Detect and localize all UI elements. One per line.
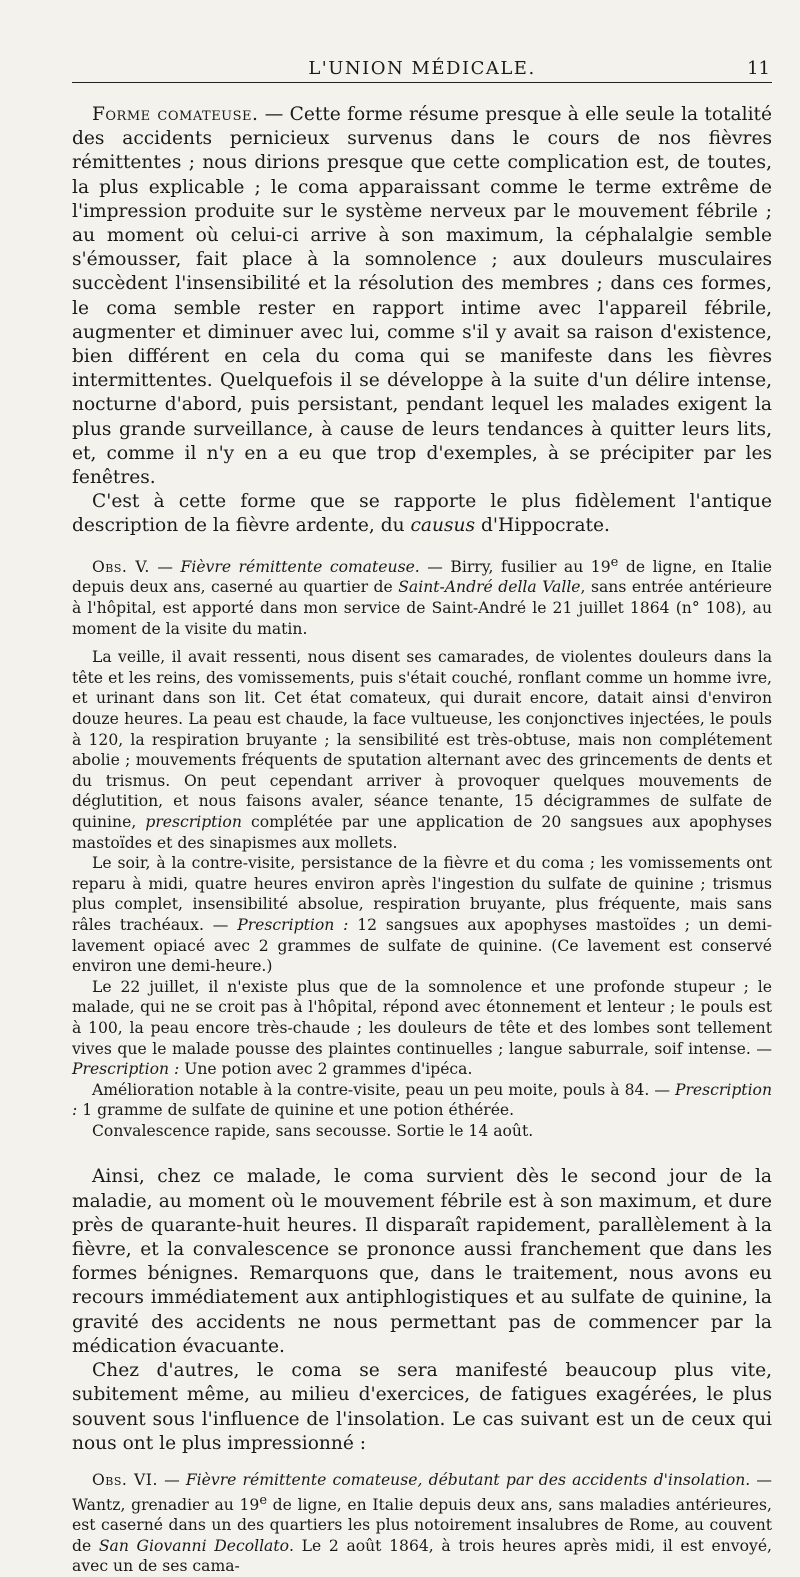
text-run: . Le 2 août 1864, à trois heures après midi, il est envoyé, avec un de ses cama- — [72, 1536, 773, 1576]
observation-5-paragraph-5 — [72, 1080, 772, 1121]
observation-6-heading — [72, 1470, 772, 1577]
paragraph-text: — Cette forme résume presque à elle seule la totalité des accidents pernicieux survenus dans le cours de nos fièvres rémittentes ; nous dirions presque que cette complication est, de toutes, la plus explicable ; le coma apparaissant comme le terme extrême de l'impression produite sur le système nerveux par le mouvement fébrile ; au moment où celui-ci arrive à son maximum, la céphalalgie semble s'émousser, fait place à la somnolence ; aux douleurs musculaires succèdent l'insensibilité et la résolution des membres ; dans ces formes, le coma semble rester en rapport intime avec l'appareil fébrile, augmenter et diminuer avec lui, comme s'il y avait sa raison d'existence, bien différent en cela du coma qui se manifeste dans les fièvres intermittentes. Quelquefois il se développe à la suite d'un délire intense, nocturne d'abord, puis persistant, pendant lequel les malades exigent la plus grande surveillance, à cause de leurs tendances à quitter leurs lits, et, comme il n'y en a eu que trop d'exemples, à se précipiter par les fenêtres. — [72, 104, 772, 489]
text-run: — Wantz, grenadier au 19 — [72, 1470, 772, 1514]
italic-term: Prescription : — [72, 1060, 180, 1079]
text-run: Le soir, à la contre-visite, persistance de la fièvre et du coma ; les vomissements ont reparu à midi, quatre heures environ après l'ingestion du sulfate de quinine ; trismus plus complet, insensibilité absolue, respiration bruyante, plus fréquente, mais sans râles trachéaux. — — [72, 854, 772, 934]
observation-5-paragraph-2 — [72, 647, 772, 853]
place-name: Saint-André della Valle — [398, 578, 581, 597]
observation-5-heading — [72, 553, 772, 640]
text-run: — — [149, 557, 181, 576]
observation-title: Fièvre rémittente comateuse. — [180, 557, 420, 576]
paragraph-fievre-ardente — [72, 490, 772, 538]
superscript: e — [610, 554, 619, 570]
text-run: complétée par une application de 20 sangsues aux apophyses mastoïdes et des sinapismes aux mollets. — [72, 812, 772, 852]
text-run: 12 sangsues aux apophyses mastoïdes ; un demi-lavement opiacé avec 2 grammes de sulfate de quinine. (Ce lavement est conservé environ une demi-heure.) — [72, 915, 772, 976]
text-run: — — [157, 1470, 186, 1489]
observation-5-paragraph-6: Convalescence rapide, sans secousse. Sortie le 14 août. — [92, 1121, 534, 1140]
section-label: Forme comateuse. — [92, 104, 259, 125]
superscript: e — [259, 1492, 268, 1508]
text-run: , sans entrée antérieure à l'hôpital, est apporté dans mon service de Saint-André le 21 juillet 1864 (n° 108), au moment de la visite du matin. — [72, 578, 772, 638]
observation-title: Fièvre rémittente comateuse, débutant par des accidents d'insolation. — [185, 1470, 751, 1489]
italic-term: Prescription : — [237, 915, 349, 934]
italic-term: causus — [410, 515, 476, 537]
text-run: de ligne, en Italie depuis deux ans, caserné au quartier de — [72, 557, 773, 597]
text-run: d'Hippocrate. — [475, 515, 610, 537]
paragraph-chez-autres: Chez d'autres, le coma se sera manifesté beaucoup plus vite, subitement même, au milieu d'exercices, de fatigues exagérées, le plus souvent sous l'influence de l'insolation. Le cas suivant est un de ceux qui nous ont le plus impressionné : — [72, 1360, 772, 1454]
observation-label: Obs. VI. — [92, 1470, 158, 1489]
page-number: 11 — [747, 58, 770, 79]
observation-label: Obs. V. — [92, 557, 150, 576]
text-run: La veille, il avait ressenti, nous disent ses camarades, de violentes douleurs dans la tête et les reins, des vomissements, puis s'était couché, ronflant comme un homme ivre, et urinant dans son lit. Cet état comateux, qui durait encore, datait ainsi d'environ douze heures. La peau est chaude, la face vultueuse, les conjonctives injectées, le pouls à 120, la respiration bruyante ; la sensibilité est très-obtuse, mais non complétement abolie ; mouvements fréquents de sputation alternant avec des grincements de dents et du trismus. On peut cependant arriver à provoquer quelques mouvements de déglutition, et nous faisons avaler, séance tenante, 15 décigrammes de sulfate de quinine, — [72, 648, 772, 831]
italic-term: prescription — [145, 812, 242, 831]
observation-5-paragraph-3 — [72, 853, 772, 977]
place-name: San Giovanni Decollato — [98, 1536, 290, 1555]
text-run: — Birry, fusilier au 19 — [419, 557, 611, 576]
text-run: Une potion avec 2 grammes d'ipéca. — [179, 1060, 473, 1079]
text-run: 1 gramme de sulfate de quinine et une potion éthérée. — [77, 1101, 515, 1120]
paragraph-forme-comateuse — [72, 103, 772, 490]
running-title: L'UNION MÉDICALE. — [308, 58, 536, 79]
text-run: Amélioration notable à la contre-visite, peau un peu moite, pouls à 84. — — [92, 1080, 675, 1099]
running-head — [72, 52, 772, 83]
paragraph-ainsi: Ainsi, chez ce malade, le coma survient dès le second jour de la maladie, au moment où le mouvement fébrile est à son maximum, et dure près de quarante-huit heures. Il disparaît rapidement, parallèlement à la fièvre, et la convalescence se prononce aussi franchement que dans les formes bénignes. Remarquons que, dans le traitement, nous avons eu recours immédiatement aux antiphlogistiques et au sulfate de quinine, la gravité des accidents ne nous permettant pas de commencer par la médication évacuante. — [72, 1166, 772, 1357]
text-run: C'est à cette forme que se rapporte le plus fidèlement l'antique description de la fièvre ardente, du — [72, 491, 772, 537]
text-run: de ligne, en Italie depuis deux ans, sans maladies antérieures, est caserné dans un des quartiers les plus notoirement insalubres de Rome, au couvent de — [72, 1495, 772, 1555]
italic-term: Prescription : — [72, 1080, 772, 1120]
text-run: Le 22 juillet, il n'existe plus que de la somnolence et une profonde stupeur ; le malade, qui ne se croit pas à l'hôpital, répond avec étonnement et lenteur ; le pouls est à 100, la peau encore très-chaude ; les douleurs de tête et des lombes sont tellement vives que le malade pousse des plaintes continuelles ; langue saburrale, soif intense. — — [72, 977, 772, 1058]
observation-5-paragraph-4 — [72, 977, 772, 1080]
